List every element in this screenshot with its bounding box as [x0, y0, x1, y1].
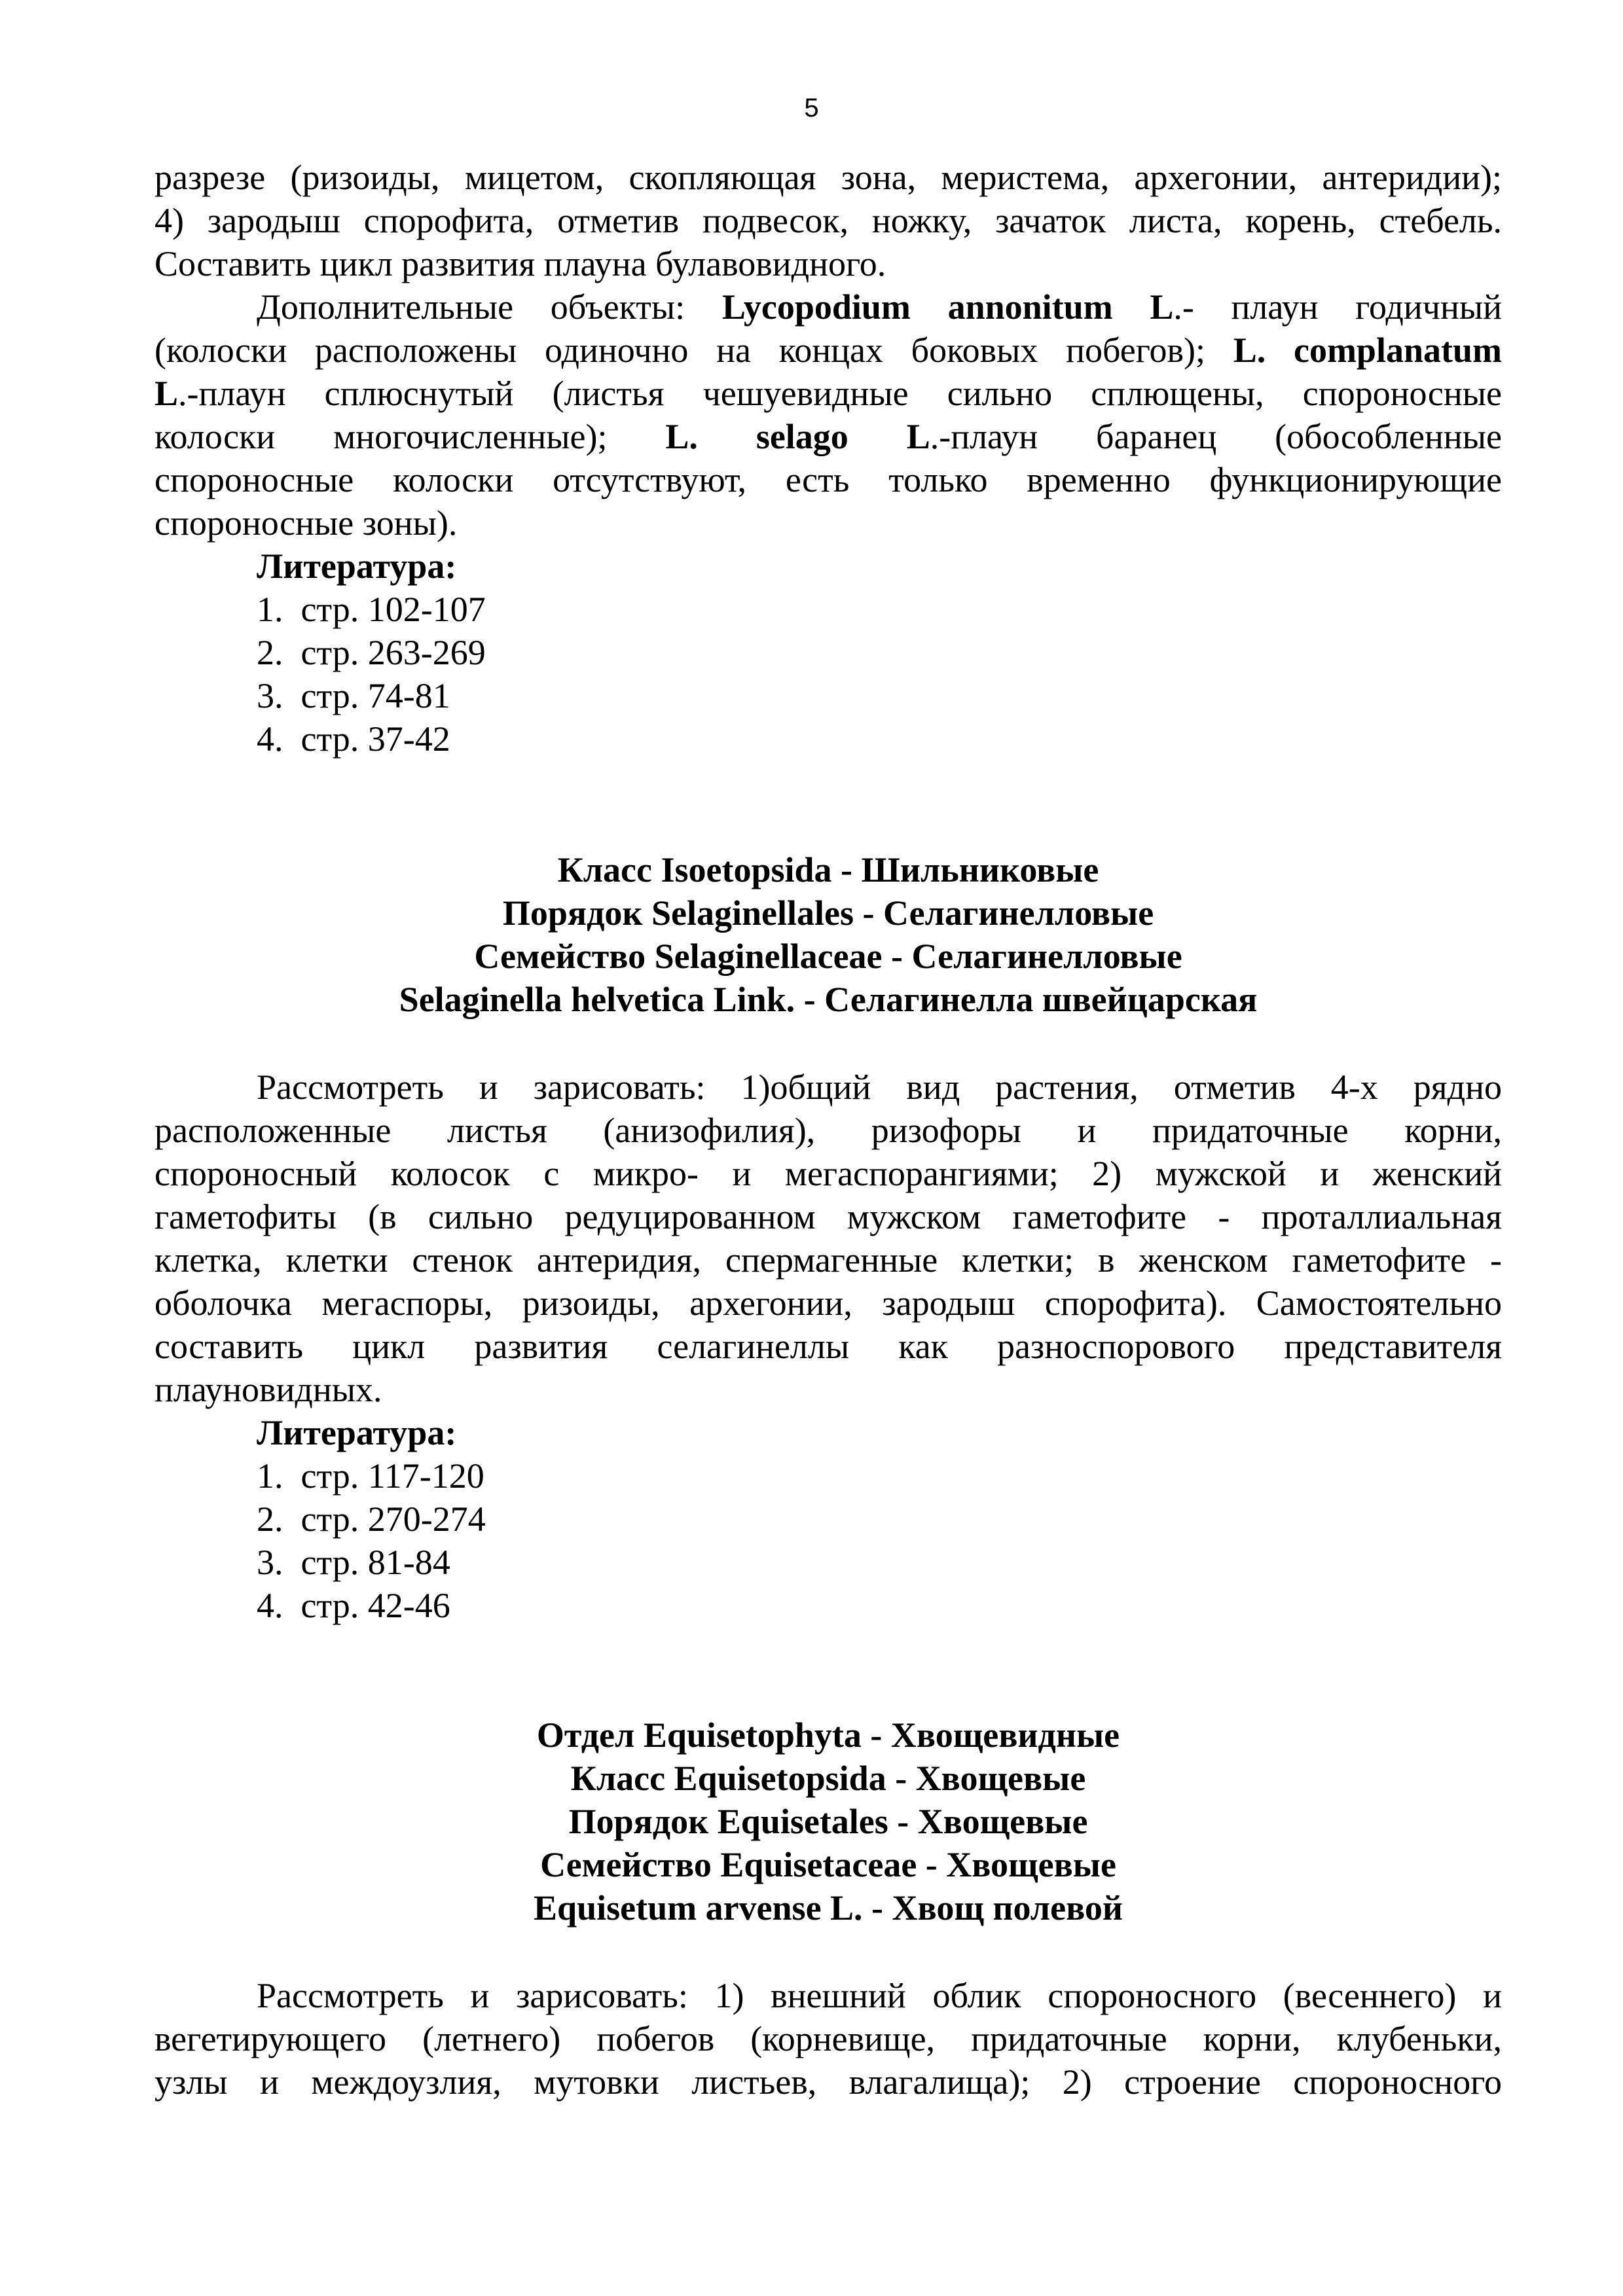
section1-paragraph — [155, 156, 1502, 285]
section2-heading — [155, 848, 1502, 1021]
text-line: вегетирующего (летнего) побегов (корневище, придаточные корни, клубеньки, — [155, 2019, 1502, 2058]
section1-extra-objects — [155, 285, 1502, 545]
literature-title: Литература: — [257, 547, 457, 586]
heading-line: Класс Equisetopsida - Хвощевые — [570, 1759, 1086, 1798]
list-item: 2. стр. 263-269 — [257, 633, 486, 672]
heading-line: Семейство Selaginellaceae - Селагинелловые — [474, 937, 1182, 976]
text-line: колоски многочисленные); L. selago L.-плаун баранец (обособленные — [155, 417, 1502, 456]
literature-list — [155, 588, 1502, 761]
text-line: Рассмотреть и зарисовать: 1) внешний облик спороносного (весеннего) и — [257, 1976, 1502, 2015]
text-line: гаметофиты (в сильно редуцированном мужском гаметофите - проталлиальная — [155, 1197, 1502, 1236]
list-item: 1. стр. 102-107 — [257, 590, 486, 629]
list-item: 3. стр. 74-81 — [257, 676, 450, 715]
text-line: 4) зародыш спорофита, отметив подвесок, ножку, зачаток листа, корень, стебель. — [155, 201, 1502, 240]
heading-line: Отдел Equisetophyta - Хвощевидные — [536, 1715, 1120, 1755]
literature-title: Литература: — [257, 1413, 457, 1452]
list-item: 4. стр. 37-42 — [257, 719, 450, 759]
latin-name: L. selago L — [665, 417, 930, 456]
heading-line: Equisetum arvense L. - Хвощ полевой — [534, 1888, 1123, 1928]
text-line: Рассмотреть и зарисовать: 1)общий вид растения, отметив 4-х рядно — [257, 1067, 1502, 1107]
text-line: Дополнительные объекты: Lycopodium annonitum L.- плаун годичный — [257, 287, 1503, 327]
heading-line: Класс Isoetopsida - Шильниковые — [557, 850, 1099, 889]
text-line: плауновидных. — [155, 1370, 382, 1409]
list-item: 2. стр. 270-274 — [257, 1499, 486, 1539]
heading-line: Порядок Selaginellales - Селагинелловые — [502, 893, 1154, 933]
literature-list — [155, 1454, 1502, 1627]
section3-paragraph — [155, 1974, 1502, 2104]
text-line: спороносный колосок с микро- и мегаспорангиями; 2) мужской и женский — [155, 1154, 1502, 1193]
text-line: оболочка мегаспоры, ризоиды, архегонии, зародыш спорофита). Самостоятельно — [155, 1283, 1502, 1323]
text-line: разрезе (ризоиды, мицетом, скопляющая зона, меристема, архегонии, антеридии); — [155, 158, 1502, 197]
text-line: Составить цикл развития плауна булавовидного. — [155, 244, 886, 283]
list-item: 4. стр. 42-46 — [257, 1586, 450, 1625]
text-line: расположенные листья (анизофилия), ризофоры и придаточные корни, — [155, 1111, 1502, 1150]
section1-literature — [155, 545, 1502, 761]
text-line: клетка, клетки стенок антеридия, спермагенные клетки; в женском гаметофите - — [155, 1240, 1502, 1280]
page-number: 5 — [804, 94, 819, 122]
text-line: спороносные колоски отсутствуют, есть только временно функционирующие — [155, 460, 1502, 499]
text-line: составить цикл развития селагинеллы как разноспорового представителя — [155, 1327, 1502, 1366]
latin-name: L. complanatum — [1233, 331, 1502, 370]
section3-heading — [155, 1713, 1502, 1929]
latin-name: Lycopodium annonitum L — [721, 287, 1174, 327]
section2-literature — [155, 1411, 1502, 1627]
text-line: L.-плаун сплюснутый (листья чешуевидные сильно сплющены, спороносные — [155, 374, 1502, 413]
heading-line: Семейство Equisetaceae - Хвощевые — [540, 1845, 1116, 1884]
text-line: спороносные зоны). — [155, 503, 458, 543]
list-item: 3. стр. 81-84 — [257, 1543, 450, 1582]
latin-name: L — [155, 374, 179, 413]
list-item: 1. стр. 117-120 — [257, 1456, 484, 1496]
text-line: (колоски расположены одиночно на концах боковых побегов); L. complanatum — [155, 331, 1502, 370]
heading-line: Selaginella helvetica Link. - Селагинелла швейцарская — [399, 980, 1258, 1019]
heading-line: Порядок Equisetales - Хвощевые — [568, 1802, 1088, 1841]
section2-paragraph — [155, 1066, 1502, 1411]
text-line: узлы и междоузлия, мутовки листьев, влагалища); 2) строение спороносного — [155, 2062, 1502, 2102]
